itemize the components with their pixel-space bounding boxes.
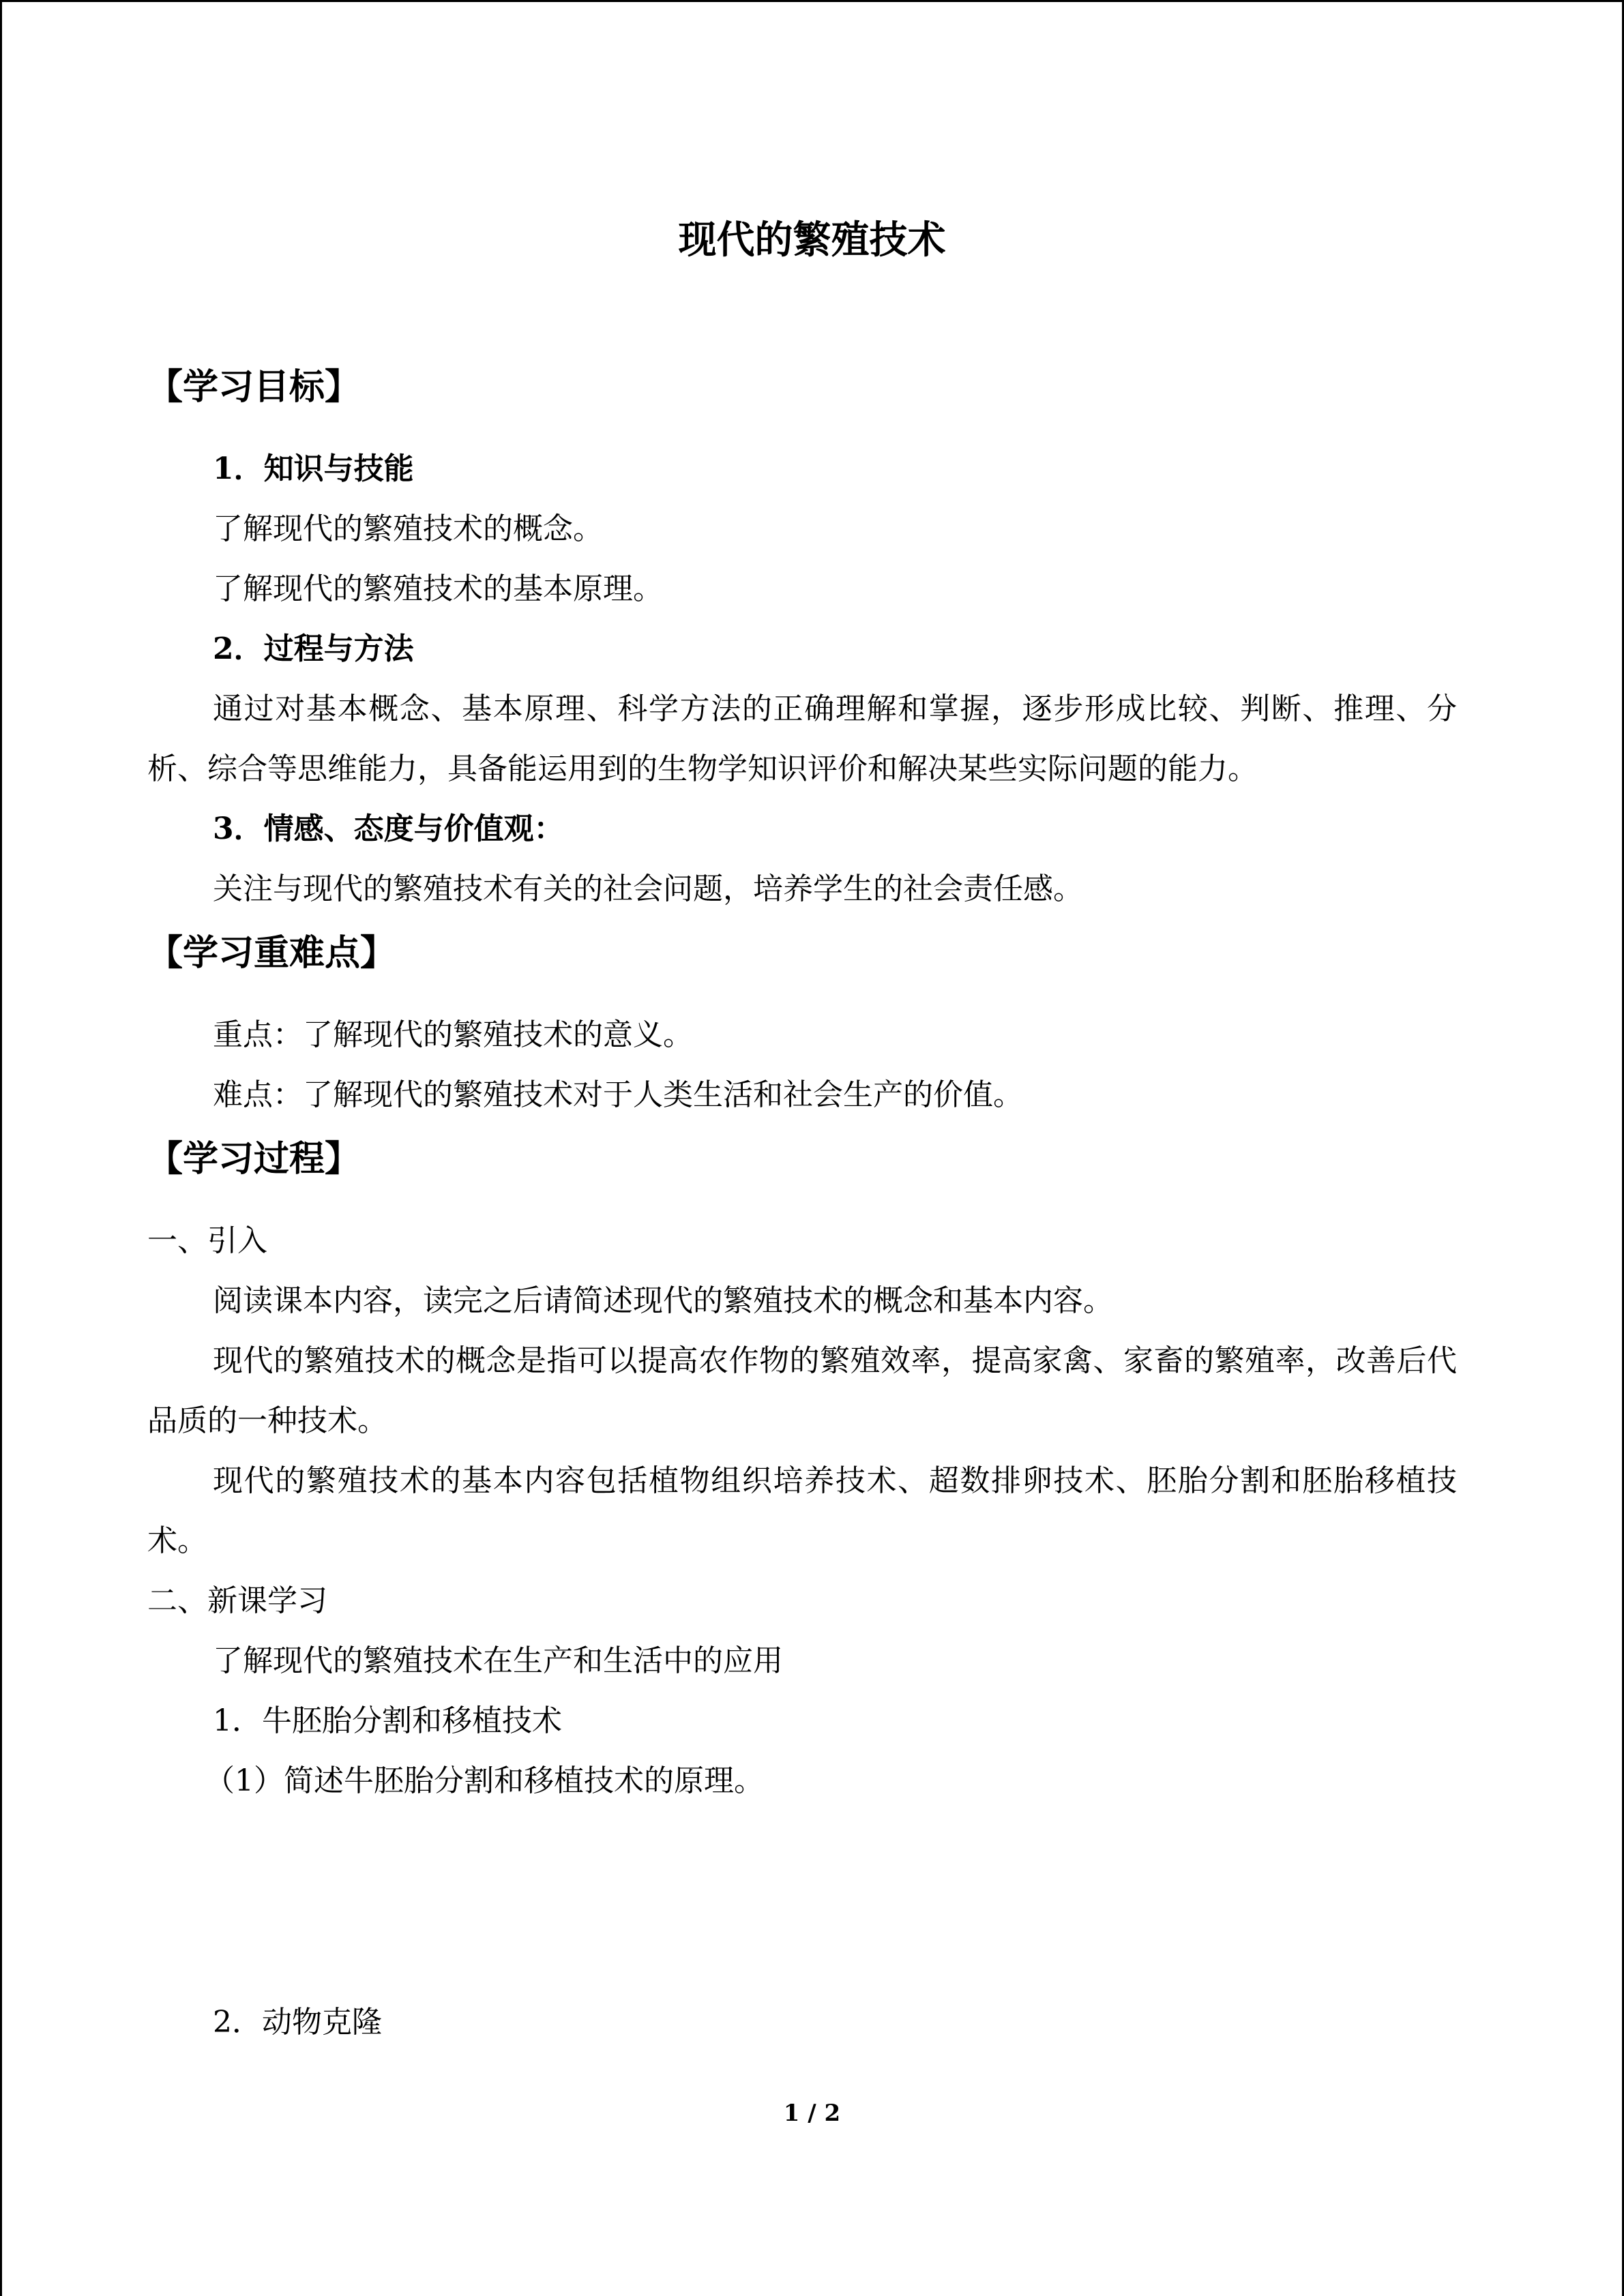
subheading-emotion: 3．情感、态度与价值观：: [213, 811, 564, 846]
section-heading-goals: 【学习目标】: [147, 366, 361, 408]
item-1-question-1: （1）简述牛胚胎分割和移植技术的原理。: [205, 1763, 764, 1798]
subheading-knowledge: 1．知识与技能: [213, 451, 414, 486]
content-paragraph: 现代的繁殖技术的基本内容包括植物组织培养技术、超数排卵技术、胚胎分割和胚胎移植技术。: [147, 1463, 1457, 1558]
focus-line: 重点：了解现代的繁殖技术的意义。: [213, 1017, 693, 1052]
difficulty-line: 难点：了解现代的繁殖技术对于人类生活和社会生产的价值。: [213, 1077, 1023, 1112]
intro-line: 阅读课本内容，读完之后请简述现代的繁殖技术的概念和基本内容。: [213, 1283, 1113, 1318]
knowledge-line-1: 了解现代的繁殖技术的概念。: [213, 511, 603, 546]
page-number: 1 / 2: [783, 2100, 841, 2127]
item-2-heading: 2．动物克隆: [213, 2005, 382, 2040]
new-lesson-line: 了解现代的繁殖技术在生产和生活中的应用: [213, 1643, 783, 1678]
intro-heading: 一、引入: [147, 1223, 267, 1258]
new-lesson-heading: 二、新课学习: [147, 1583, 327, 1618]
concept-paragraph: 现代的繁殖技术的概念是指可以提高农作物的繁殖效率，提高家禽、家畜的繁殖率，改善后代品质的一种技术。: [147, 1343, 1457, 1438]
section-heading-key-points: 【学习重难点】: [147, 932, 396, 974]
emotion-line: 关注与现代的繁殖技术有关的社会问题，培养学生的社会责任感。: [213, 871, 1083, 906]
document-title: 现代的繁殖技术: [678, 218, 946, 263]
section-heading-process: 【学习过程】: [147, 1138, 361, 1180]
process-method-paragraph: 通过对基本概念、基本原理、科学方法的正确理解和掌握，逐步形成比较、判断、推理、分析、综合等思维能力，具备能运用到的生物学知识评价和解决某些实际问题的能力。: [147, 691, 1457, 786]
knowledge-line-2: 了解现代的繁殖技术的基本原理。: [213, 571, 663, 606]
item-1-heading: 1．牛胚胎分割和移植技术: [213, 1703, 562, 1738]
subheading-process-method: 2．过程与方法: [213, 631, 414, 666]
